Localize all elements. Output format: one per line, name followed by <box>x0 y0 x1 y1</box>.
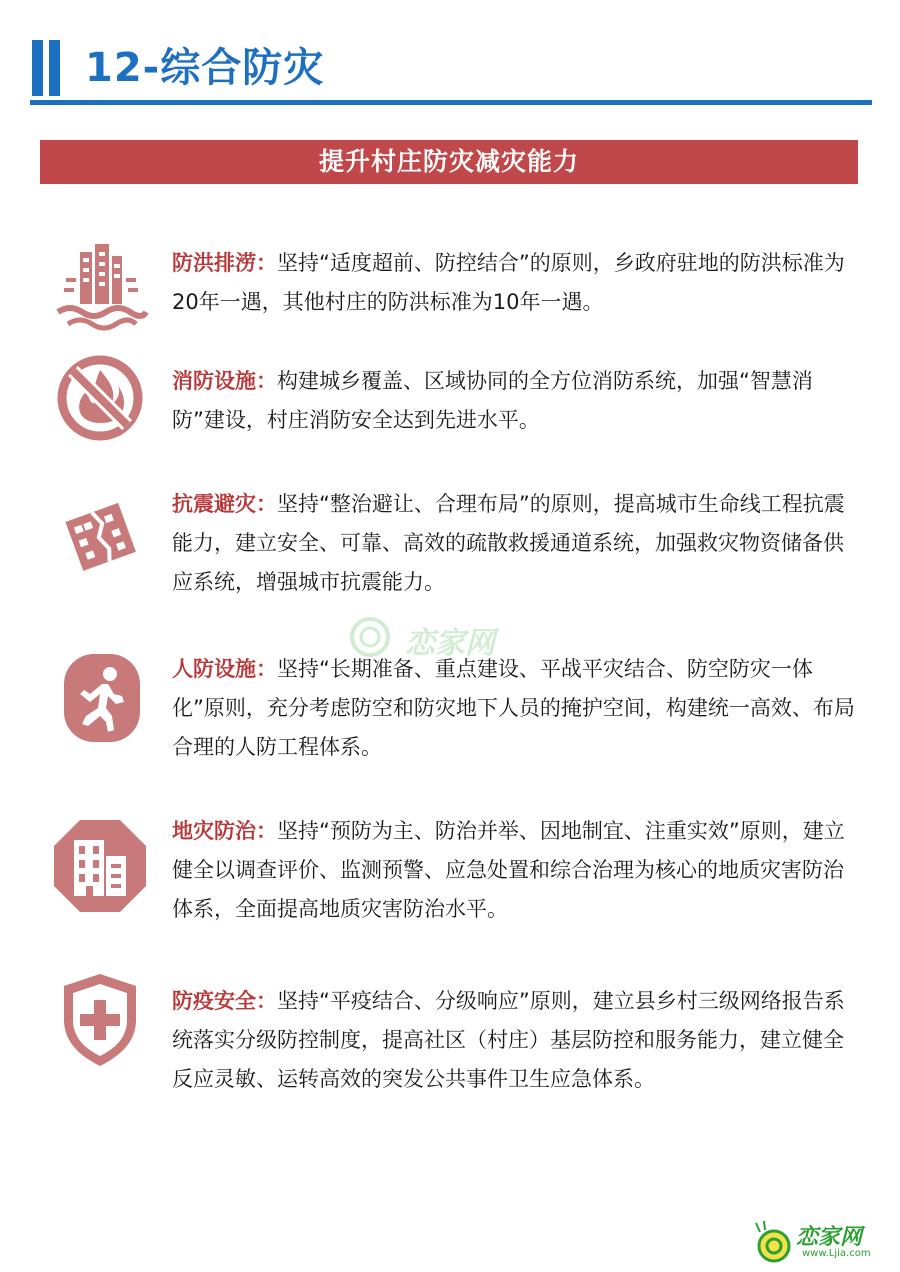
item-text: 坚持“预防为主、防治并举、因地制宜、注重实效”原则，建立健全以调查评价、监测预警、应急处置和综合治理为核心的地质灾害防治体系，全面提高地质灾害防治水平。 <box>172 819 845 921</box>
item-label: 防疫安全： <box>172 989 277 1013</box>
medical-shield-icon <box>50 970 150 1070</box>
item-text: 坚持“整治避让、合理布局”的原则，提高城市生命线工程抗震能力，建立安全、可靠、高效的疏散救援通道系统，加强救灾物资储备供应系统，增强城市抗震能力。 <box>172 492 845 594</box>
item-text: 构建城乡覆盖、区域协同的全方位消防系统，加强“智慧消防”建设，村庄消防安全达到先进水平。 <box>172 369 813 432</box>
page-header <box>30 40 872 106</box>
section-banner: 提升村庄防灾减灾能力 <box>40 140 858 184</box>
header-divider <box>30 100 872 105</box>
item-text: 坚持“平疫结合、分级响应”原则，建立县乡村三级网络报告系统落实分级防控制度，提高社区（村庄）基层防控和服务能力，建立健全反应灵敏、运转高效的突发公共事件卫生应急体系。 <box>172 989 845 1091</box>
item-label: 消防设施： <box>172 369 277 393</box>
header-bars-icon <box>30 40 64 96</box>
logo-url: www.Ljia.com <box>802 1248 871 1259</box>
item-label: 地灾防治： <box>172 819 277 843</box>
item-text: 坚持“适度超前、防控结合”的原则，乡政府驻地的防洪标准为20年一遇，其他村庄的防洪标准为10年一遇。 <box>172 251 845 314</box>
item-label: 抗震避灾： <box>172 492 277 516</box>
item-text: 坚持“长期准备、重点建设、平战平灾结合、防空防灾一体化”原则，充分考虑防空和防灾地下人员的掩护空间，构建统一高效、布局合理的人防工程体系。 <box>172 657 855 759</box>
item-label: 防洪排涝： <box>172 251 277 275</box>
snail-logo-icon <box>750 1220 796 1266</box>
running-person-icon <box>50 650 150 750</box>
watermark-text: 恋家网 <box>405 626 495 661</box>
brand-logo <box>750 1220 890 1266</box>
collapsed-building-icon <box>50 485 150 585</box>
item-label: 人防设施： <box>172 657 277 681</box>
building-octagon-icon <box>50 816 150 916</box>
logo-name: 恋家网 <box>796 1225 863 1250</box>
page-title: 12-综合防灾 <box>85 45 325 91</box>
no-fire-icon <box>50 348 150 448</box>
flood-building-icon <box>50 238 150 338</box>
